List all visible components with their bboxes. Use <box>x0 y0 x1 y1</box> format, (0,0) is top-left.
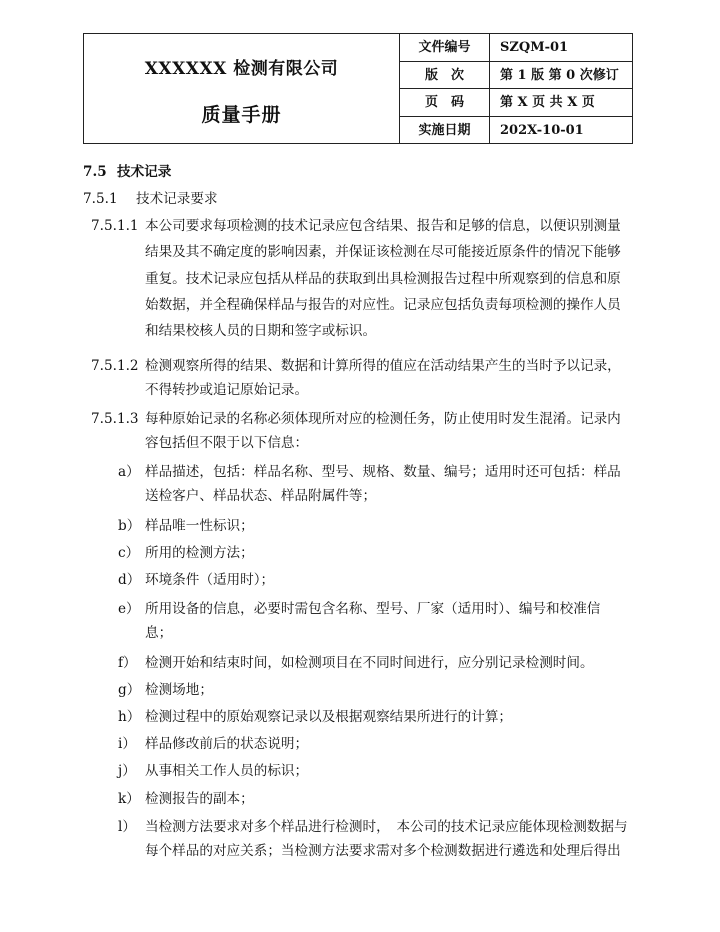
field-label: 版 次 <box>400 62 490 89</box>
clause-number: 7.5.1.3 <box>91 411 139 427</box>
list-item-line: 从事相关工作人员的标识； <box>145 763 309 779</box>
list-item-line: 所用设备的信息，必要时需包含名称、型号、厂家（适用时）、编号和校准信 <box>145 601 601 617</box>
list-item-label: l） <box>118 819 136 835</box>
field-label: 文件编号 <box>400 34 490 61</box>
document-title: 质量手册 <box>201 104 282 126</box>
clause-number: 7.5.1.1 <box>91 218 139 234</box>
list-item-label: a） <box>118 464 140 480</box>
list-item-line: 检测场地； <box>145 682 213 698</box>
clause-number: 7.5.1.2 <box>91 358 139 374</box>
list-item-label: h） <box>118 709 141 725</box>
clause-line: 本公司要求每项检测的技术记录应包含结果、报告和足够的信息，以便识别测量 <box>145 218 621 234</box>
list-item-line: 所用的检测方法； <box>145 545 254 561</box>
clause-line: 结果及其不确定度的影响因素，并保证该检测在尽可能接近原条件的情况下能够 <box>145 244 621 260</box>
list-item-line: 样品修改前后的状态说明； <box>145 736 309 752</box>
list-item-line: 检测报告的副本； <box>145 791 254 807</box>
list-item-label: i） <box>118 736 136 752</box>
header-field-doc-number <box>400 34 632 62</box>
header-field-effective-date <box>400 117 632 145</box>
company-name: XXXXXX 检测有限公司 <box>144 59 339 79</box>
header-field-page <box>400 89 632 117</box>
list-item-label: j） <box>118 763 136 779</box>
field-value: SZQM-01 <box>500 40 569 55</box>
clause-line: 不得转抄或追记原始记录。 <box>145 382 309 398</box>
list-item-label: k） <box>118 791 140 807</box>
document-header-table <box>83 33 633 144</box>
list-item-line: 检测开始和结束时间，如检测项目在不同时间进行，应分别记录检测时间。 <box>145 655 594 671</box>
list-item-line: 送检客户、样品状态、样品附属件等； <box>145 488 377 504</box>
clause-line: 重复。技术记录应包括从样品的获取到出具检测报告过程中所观察到的信息和原 <box>145 271 621 287</box>
list-item-label: f） <box>118 655 137 671</box>
list-item-line: 样品唯一性标识； <box>145 518 254 534</box>
field-value: 第 X 页 共 X 页 <box>500 95 595 110</box>
field-value: 第 1 版 第 0 次修订 <box>500 67 619 83</box>
list-item-label: c） <box>118 545 140 561</box>
list-item-line: 样品描述，包括：样品名称、型号、规格、数量、编号；适用时还可包括：样品 <box>145 464 621 480</box>
section-title: 技术记录 <box>117 164 172 180</box>
clause-line: 检测观察所得的结果、数据和计算所得的值应在活动结果产生的当时予以记录， <box>145 358 621 374</box>
list-item-line: 环境条件（适用时）； <box>145 572 275 588</box>
list-item-line: 息； <box>145 625 173 641</box>
clause-line: 和结果校核人员的日期和签字或标识。 <box>145 323 377 339</box>
clause-line: 每种原始记录的名称必须体现所对应的检测任务，防止使用时发生混淆。记录内 <box>145 411 621 427</box>
field-label: 页 码 <box>400 89 490 116</box>
header-field-edition <box>400 62 632 90</box>
list-item-label: e） <box>118 601 140 617</box>
subsection-title: 技术记录要求 <box>136 191 218 207</box>
field-value: 202X-10-01 <box>500 122 584 138</box>
list-item-label: g） <box>118 682 141 698</box>
header-title-cell <box>84 34 400 143</box>
field-label: 实施日期 <box>400 117 490 145</box>
list-item-label: b） <box>118 518 141 534</box>
list-item-label: d） <box>118 572 141 588</box>
subsection-number: 7.5.1 <box>83 191 118 207</box>
list-item-line: 每个样品的对应关系；当检测方法要求需对多个检测数据进行遴选和处理后得出 <box>145 843 621 859</box>
list-item-line: 当检测方法要求对多个样品进行检测时， 本公司的技术记录应能体现检测数据与 <box>145 819 628 835</box>
clause-line: 始数据，并全程确保样品与报告的对应性。记录应包括负责每项检测的操作人员 <box>145 297 621 313</box>
section-number: 7.5 <box>83 164 107 180</box>
clause-line: 容包括但不限于以下信息： <box>145 435 309 451</box>
list-item-line: 检测过程中的原始观察记录以及根据观察结果所进行的计算； <box>145 709 513 725</box>
